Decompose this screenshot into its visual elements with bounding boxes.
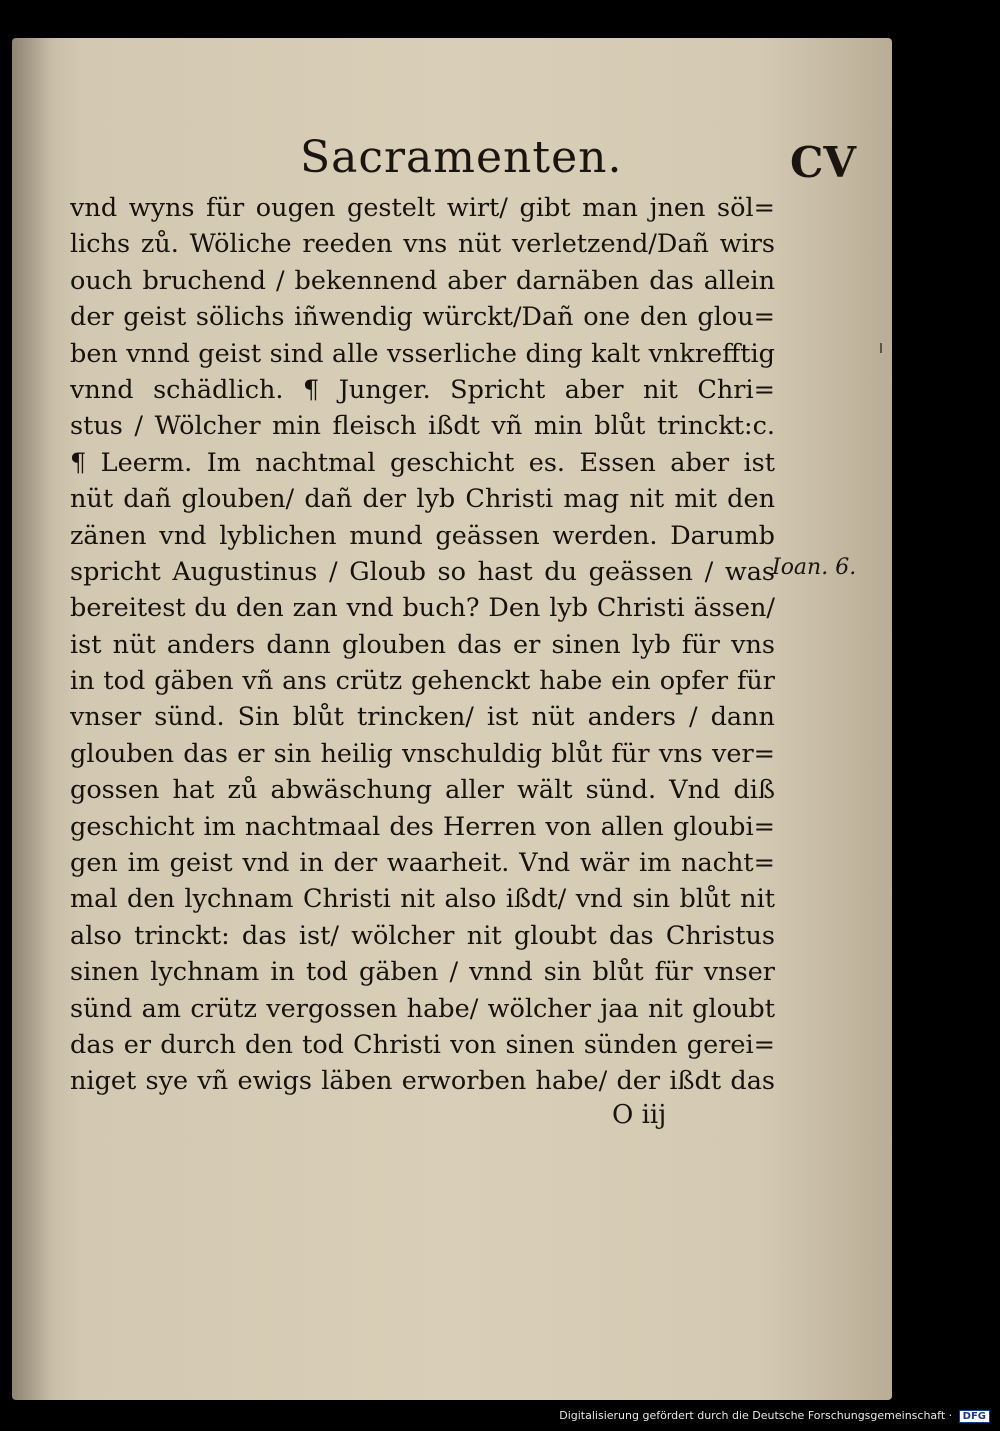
text-block xyxy=(70,190,775,1100)
margin-note: Ioan. 6. xyxy=(772,555,857,580)
text-line: ¶ Leerm. Im nachtmal geschicht es. Essen aber ist xyxy=(70,447,775,478)
text-line: ouch bruchend / bekennend aber darnäben das allein xyxy=(70,265,775,296)
running-title: Sacramenten. xyxy=(300,132,623,183)
gutter-shadow xyxy=(12,38,52,1400)
signature-mark: O iij xyxy=(612,1100,667,1130)
footer-credit xyxy=(559,1409,990,1423)
text-line: ben vnnd geist sind alle vsserliche ding kalt vnkrefftig xyxy=(70,338,775,369)
text-line: der geist sölichs iñwendig würckt/Dañ one den glou= xyxy=(70,302,775,333)
text-line: bereitest du den zan vnd buch? Den lyb Christi ässen/ xyxy=(70,593,775,624)
text-line: glouben das er sin heilig vnschuldig blůt für vns ver= xyxy=(70,738,775,769)
text-line: vnnd schädlich. ¶ Junger. Spricht aber nit Chri= xyxy=(70,374,775,405)
text-line: geschicht im nachtmaal des Herren von allen gloubi= xyxy=(70,811,775,842)
text-line: in tod gäben vñ ans crütz gehenckt habe ein opfer für xyxy=(70,666,775,697)
text-line: sünd am crütz vergossen habe/ wölcher jaa nit gloubt xyxy=(70,993,775,1024)
text-line: das er durch den tod Christi von sinen sünden gerei= xyxy=(70,1029,775,1060)
text-line: mal den lychnam Christi nit also ißdt/ vnd sin blůt nit xyxy=(70,884,775,915)
text-line: spricht Augustinus / Gloub so hast du geässen / was xyxy=(70,556,775,587)
folio-number: CV xyxy=(790,138,857,187)
margin-mark xyxy=(880,343,882,353)
text-line: vnser sünd. Sin blůt trincken/ ist nüt anders / dann xyxy=(70,702,775,733)
dfg-logo[interactable]: DFG xyxy=(959,1410,990,1423)
text-line: niget sye vñ ewigs läben erworben habe/ der ißdt das xyxy=(70,1066,775,1097)
text-line: gossen hat zů abwäschung aller wält sünd. Vnd diß xyxy=(70,775,775,806)
text-line: gen im geist vnd in der waarheit. Vnd wär im nacht= xyxy=(70,848,775,879)
footer-text: Digitalisierung gefördert durch die Deutsche Forschungsgemeinschaft · xyxy=(559,1409,953,1422)
text-line: lichs zů. Wöliche reeden vns nüt verletzend/Dañ wirs xyxy=(70,229,775,260)
text-line: ist nüt anders dann glouben das er sinen lyb für vns xyxy=(70,629,775,660)
text-line: sinen lychnam in tod gäben / vnnd sin blůt für vnser xyxy=(70,957,775,988)
text-line: nüt dañ glouben/ dañ der lyb Christi mag nit mit den xyxy=(70,484,775,515)
text-line: stus / Wölcher min fleisch ißdt vñ min blůt trinckt:c. xyxy=(70,411,775,442)
text-line: also trinckt: das ist/ wölcher nit gloubt das Christus xyxy=(70,920,775,951)
text-line: vnd wyns für ougen gestelt wirt/ gibt man jnen söl= xyxy=(70,193,775,223)
text-line: zänen vnd lyblichen mund geässen werden. Darumb xyxy=(70,520,775,551)
